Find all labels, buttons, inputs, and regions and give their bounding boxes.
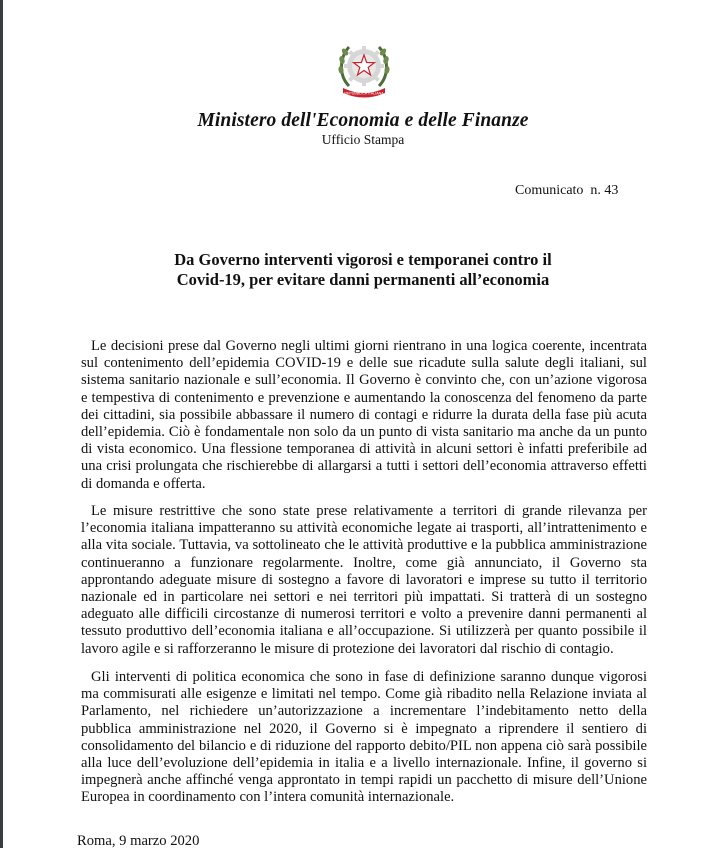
place-and-date: Roma, 9 marzo 2020 xyxy=(77,833,200,848)
body-paragraph-3: Gli interventi di politica economica che sono in fase di definizione saranno dunque vigorosi ma commisurati alle esigenze e limitati nel tempo. Come già ribadito nella Relazione inviata al Parlamento, nel richiedere un’autorizzazione a incrementare l’indebitamento netto della pubblica amministrazione nel 2020, il Governo si è impegnato a riprendere il sentiero di consolidamento del bilancio e di riduzione del rapporto debito/PIL non appena ciò sarà possibile alla luce dell’evoluzione dell’epidemia in italia e a livello internazionale. Infine, il governo si impegnerà anche affinché venga approntato in tempi rapidi un pacchetto di misure dell’Unione Europea in coordinamento con l’intera comunità internazionale. xyxy=(81,669,647,806)
body-paragraph-1: Le decisioni prese dal Governo negli ultimi giorni rientrano in una logica coerente, incentrata sul contenimento dell’epidemia COVID-19 e delle sue ricadute sulla salute degli italiani, sul sistema sanitario nazionale e sull’economia. Il Governo è convinto che, con un’azione vigorosa e tempestiva di contenimento e prevenzione e aumentando la conoscenza del fenomeno da parte dei cittadini, sia possibile abbassare il numero di contagi e ridurre la durata della fase più acuta dell’epidemia. Ciò è fondamentale non solo da un punto di vista sanitario ma anche da un punto di vista economico. Una flessione temporanea di attività in alcuni settori è infatti preferibile ad una crisi prolungata che rischierebbe di allargarsi a tutti i settori dell’economia attraverso effetti di domanda e offerta. xyxy=(81,338,647,492)
headline-line-1: Da Governo interventi vigorosi e temporanei contro il xyxy=(174,250,552,269)
office-subtitle: Ufficio Stampa xyxy=(321,132,405,147)
press-release-number: Comunicato n. 43 xyxy=(515,183,619,198)
headline xyxy=(3,250,714,290)
document-page xyxy=(3,0,714,848)
ministry-title: Ministero dell'Economia e delle Finanze xyxy=(197,110,529,131)
headline-line-2: Covid-19, per evitare danni permanenti all’economia xyxy=(176,270,550,289)
body-paragraph-2: Le misure restrittive che sono state prese relativamente a territori di grande rilevanza per l’economia italiana impatteranno su attività economiche legate ai trasporti, all’intrattenimento e alla vita sociale. Tuttavia, va sottolineato che le attività produttive e la pubblica amministrazione continueranno a funzionare regolarmente. Inoltre, come già annunciato, il Governo sta approntando adeguate misure di sostegno a favore di lavoratori e imprese su tutto il territorio nazionale ed in particolare nei settori e nei territori più impattati. Si tratterà di un sostegno adeguato alle difficili circostanze di numerosi territori e volto a prevenire danni permanenti al tessuto produttivo dell’economia italiana e all’occupazione. Si utilizzerà per quanto possibile il lavoro agile e si rafforzeranno le misure di protezione dei lavoratori dal rischio di contagio. xyxy=(81,503,647,657)
emblem-ribbon-text: REPUBBLICA ITALIANA xyxy=(344,91,384,96)
italian-republic-emblem-icon xyxy=(333,38,395,100)
